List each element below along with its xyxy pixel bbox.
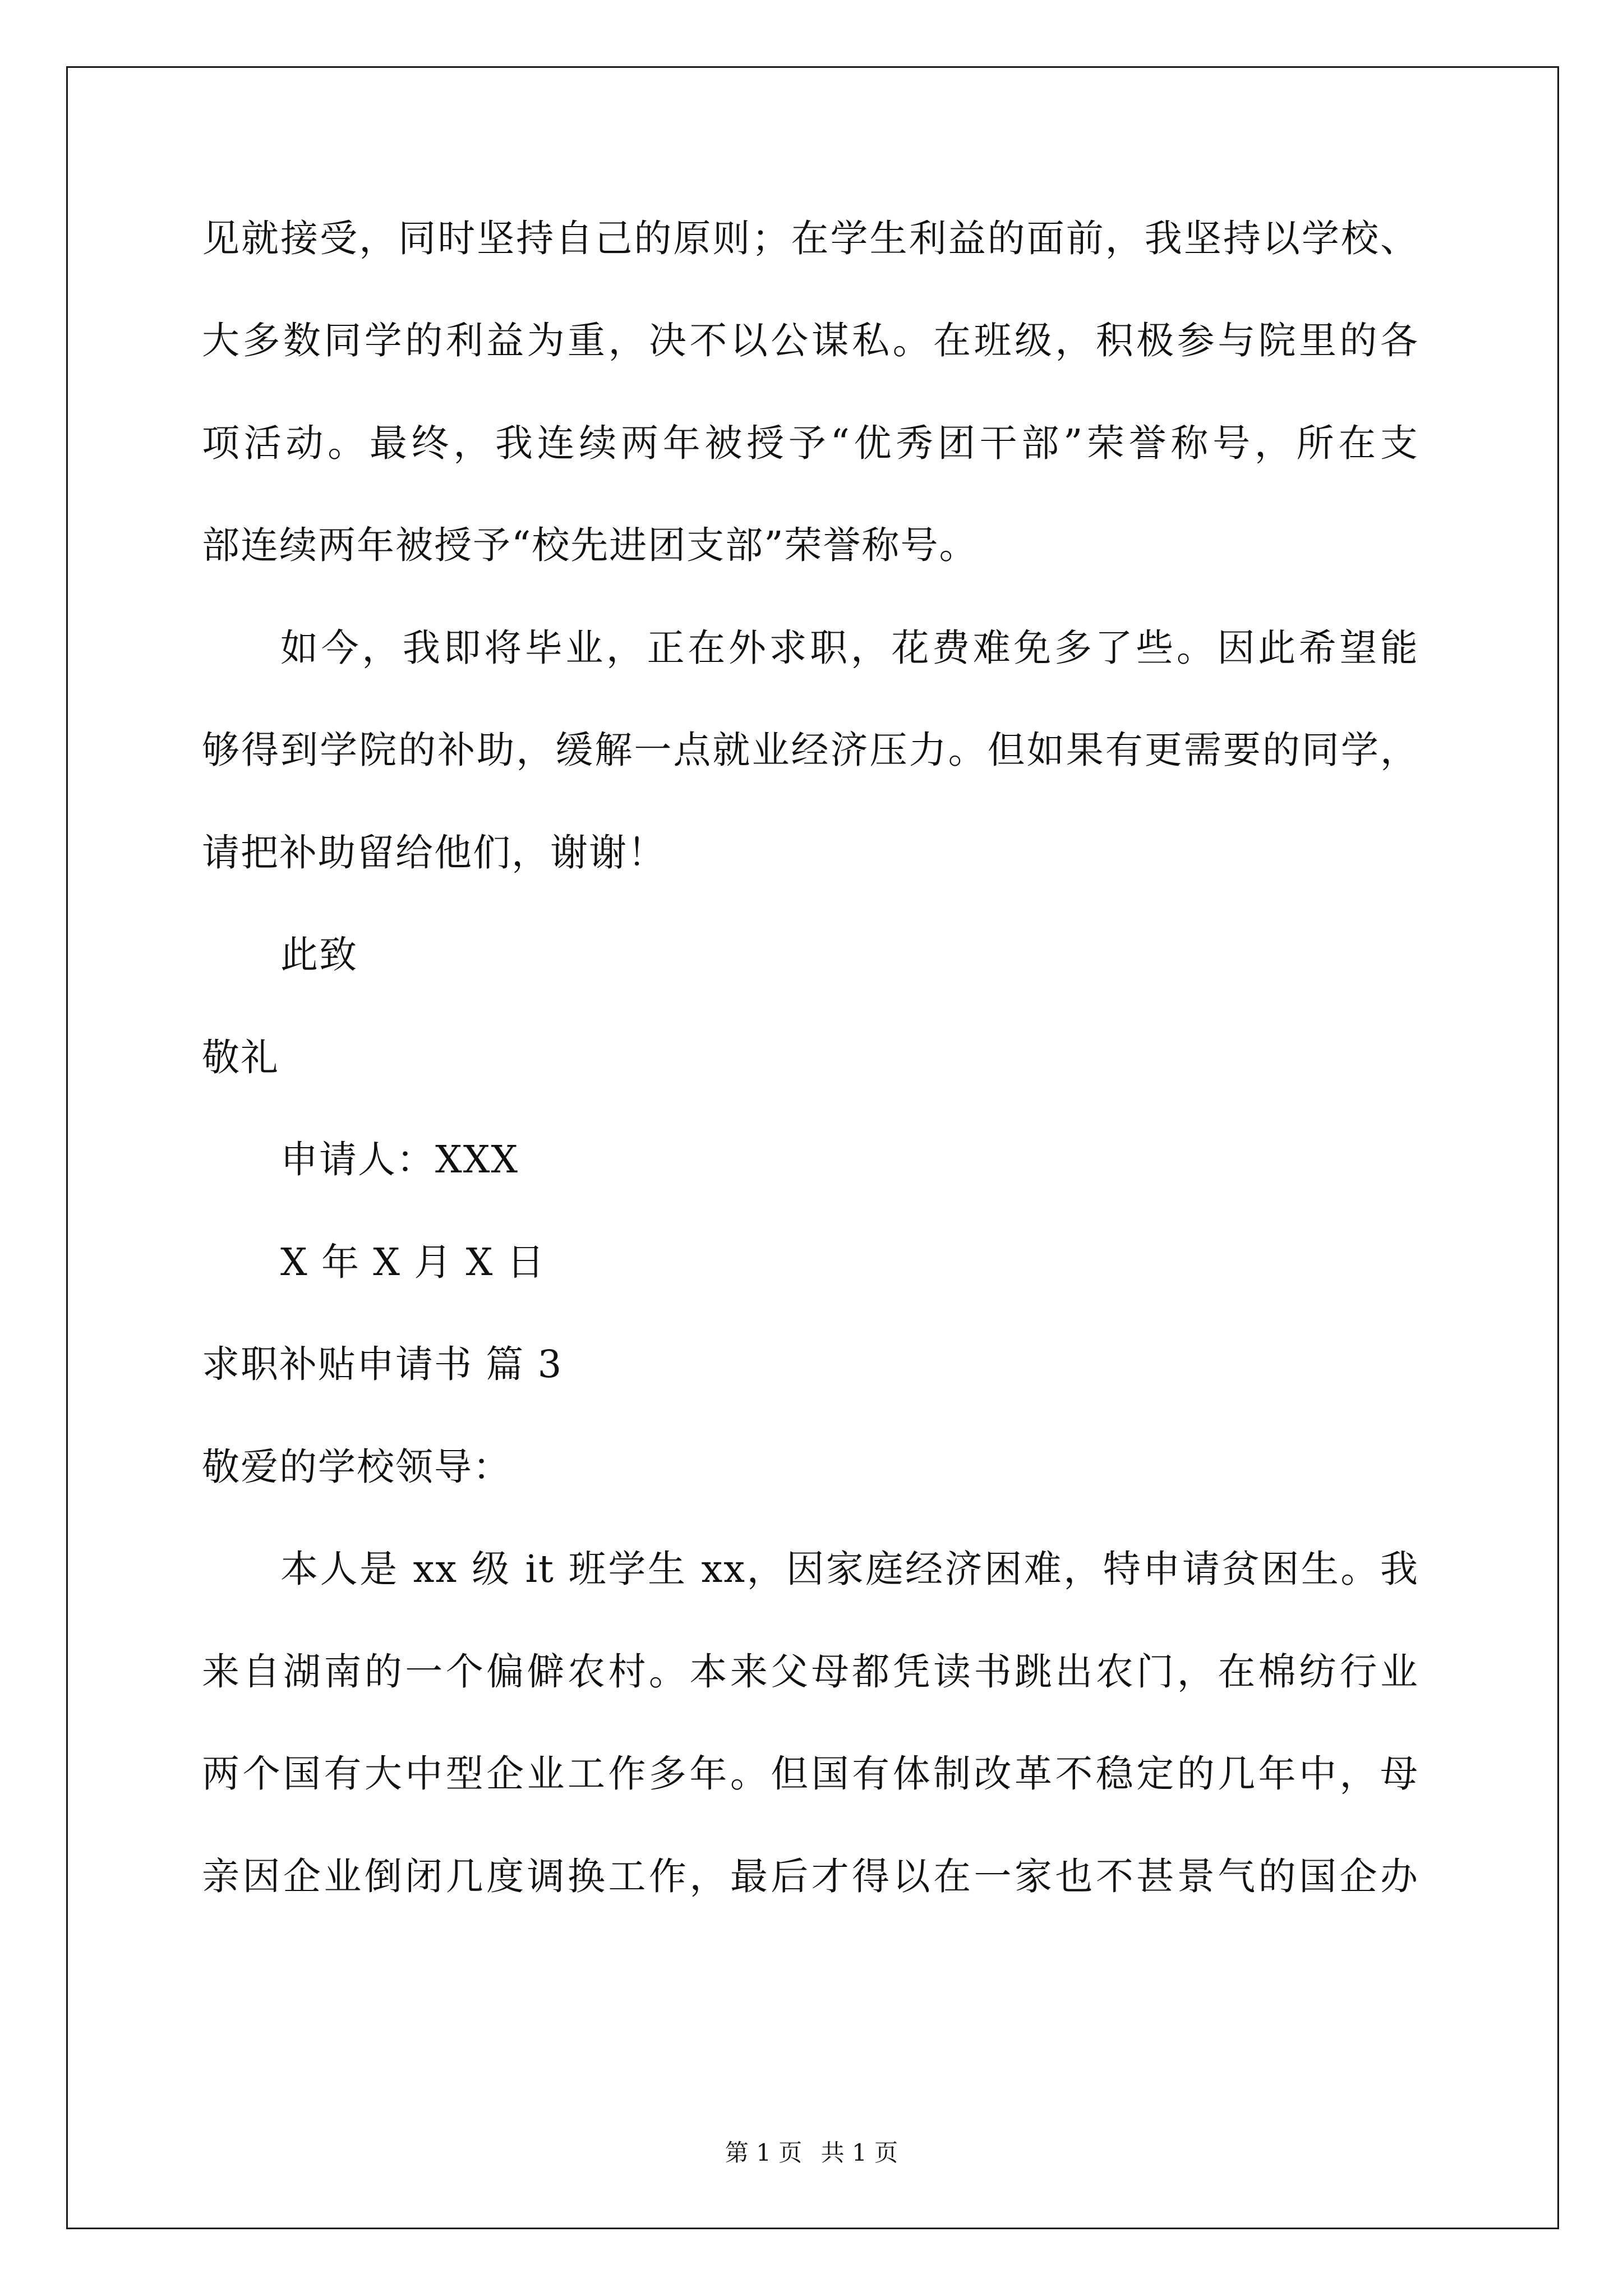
signature-date: X 年 X 月 X 日 [280,1240,546,1284]
body-line-17: 亲因企业倒闭几度调换工作，最后才得以在一家也不甚景气的国企办 [202,1855,1419,1898]
closing-regards: 敬礼 [202,1036,279,1079]
applicant-signature: 申请人：XXX [280,1138,519,1181]
body-line-7: 请把补助留给他们，谢谢！ [202,831,666,875]
closing-salutation: 此致 [280,933,358,977]
body-line-5: 如今，我即将毕业，正在外求职，花费难免多了些。因此希望能 [280,626,1419,670]
body-line-4: 部连续两年被授予“校先进团支部”荣誉称号。 [202,523,978,567]
body-line-14: 本人是 xx 级 it 班学生 xx，因家庭经济困难，特申请贫困生。我 [280,1547,1419,1591]
body-line-2: 大多数同学的利益为重，决不以公谋私。在班级，积极参与院里的各 [202,319,1419,362]
body-line-15: 来自湖南的一个偏僻农村。本来父母都凭读书跳出农门，在棉纺行业 [202,1650,1419,1694]
body-line-3: 项活动。最终，我连续两年被授予“优秀团干部”荣誉称号，所在支 [202,421,1419,465]
section-heading: 求职补贴申请书 篇 3 [202,1342,563,1386]
body-line-1: 见就接受，同时坚持自己的原则；在学生利益的面前，我坚持以学校、 [202,217,1419,260]
page-number: 第 1 页 [725,2139,803,2166]
letter-greeting: 敬爱的学校领导： [202,1445,511,1489]
page-footer [0,2136,1623,2170]
page-total: 共 1 页 [820,2139,898,2166]
body-line-16: 两个国有大中型企业工作多年。但国有体制改革不稳定的几年中，母 [202,1752,1419,1796]
body-line-6: 够得到学院的补助，缓解一点就业经济压力。但如果有更需要的同学， [202,728,1419,772]
